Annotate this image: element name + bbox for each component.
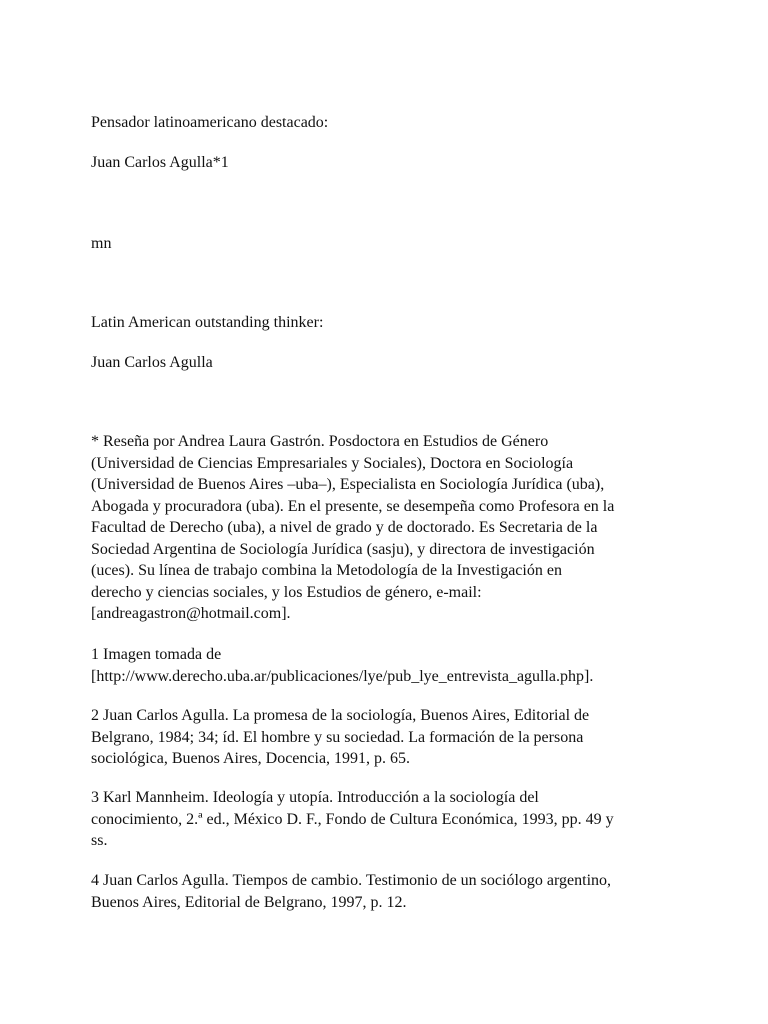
footnote-star-line: [andreagastron@hotmail.com]. [91,605,291,622]
footnote-1-line: [http://www.derecho.uba.ar/publicaciones/lye/pub_lye_entrevista_agulla.php]. [91,667,594,685]
footnote-2-line: sociológica, Buenos Aires, Docencia, 1991, p. 65. [91,750,411,767]
footnote-star-line: (Universidad de Ciencias Empresariales y Sociales), Doctora en Sociología [91,454,574,472]
stray-text: mn [91,235,112,252]
footnote-3-line: 3 Karl Mannheim. Ideología y utopía. Introducción a la sociología del [91,789,539,806]
author-english: Juan Carlos Agulla [91,354,213,371]
footnote-star-line: Sociedad Argentina de Sociología Jurídica (sasju), y directora de investigación [91,540,595,558]
footnote-1-line: 1 Imagen tomada de [91,646,222,663]
footnote-4-line: Buenos Aires, Editorial de Belgrano, 1997, p. 12. [91,893,407,911]
footnote-star-line: Facultad de Derecho (uba), a nivel de grado y de doctorado. Es Secretaria de la [91,519,598,536]
footnote-star-line: * Reseña por Andrea Laura Gastrón. Posdoctora en Estudios de Género [91,433,549,450]
title-english: Latin American outstanding thinker: [91,314,324,331]
footnote-2-line: Belgrano, 1984; 34; íd. El hombre y su sociedad. La formación de la persona [91,728,584,746]
footnote-1 [91,644,691,687]
footnote-star [91,431,691,625]
author-spanish: Juan Carlos Agulla*1 [91,154,229,171]
footnote-star-line: (Universidad de Buenos Aires –uba–), Especialista en Sociología Jurídica (uba), [91,476,605,493]
footnote-4 [91,870,691,913]
footnote-star-line: (uces). Su línea de trabajo combina la Metodología de la Investigación en [91,562,562,579]
footnote-star-line: derecho y ciencias sociales, y los Estudios de género, e-mail: [91,583,482,601]
footnote-4-line: 4 Juan Carlos Agulla. Tiempos de cambio. Testimonio de un sociólogo argentino, [91,872,612,889]
footnote-3-line: ss. [91,832,108,849]
footnote-2-line: 2 Juan Carlos Agulla. La promesa de la sociología, Buenos Aires, Editorial de [91,707,590,724]
footnote-3-line: conocimiento, 2.ª ed., México D. F., Fondo de Cultura Económica, 1993, pp. 49 y [91,810,614,828]
footnote-3 [91,787,691,852]
title-spanish: Pensador latinoamericano destacado: [91,114,329,131]
footnote-2 [91,705,691,770]
footnote-star-line: Abogada y procuradora (uba). En el presente, se desempeña como Profesora en la [91,497,615,515]
